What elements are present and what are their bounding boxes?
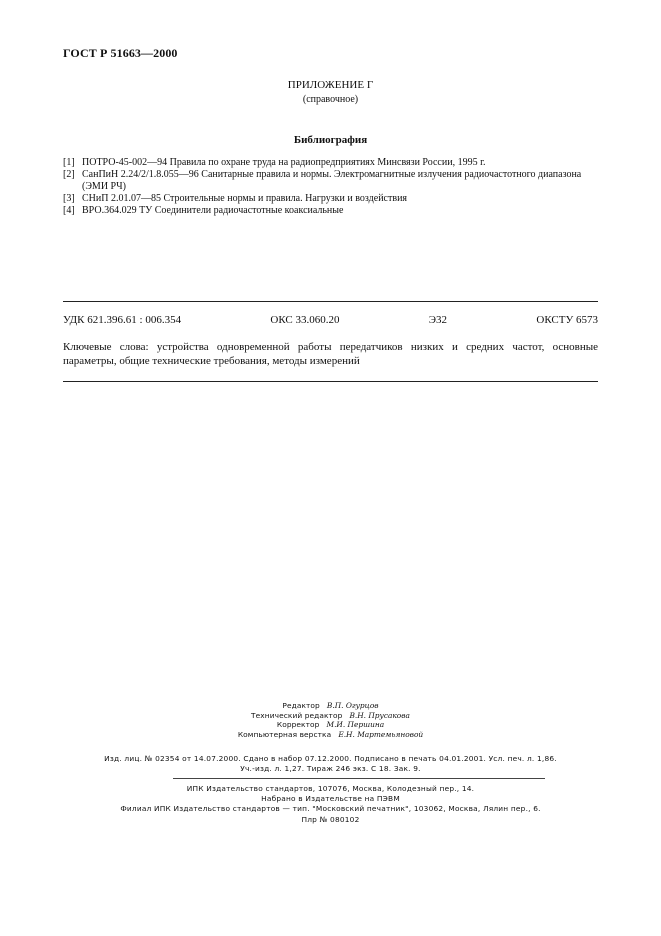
credit-line-corrector: [0, 720, 661, 730]
credit-person: М.И. Першина: [326, 720, 385, 729]
bibliography-title: Библиография: [293, 134, 368, 146]
classification-row: [63, 314, 598, 326]
publication-line: Изд. лиц. № 02354 от 14.07.2000. Сдано в набор 07.12.2000. Подписано в печать 04.01.2001. Усл. печ. л. 1,86.: [104, 754, 557, 763]
credit-role: Корректор: [276, 720, 320, 729]
top-divider: [63, 301, 598, 302]
group-code: Э32: [428, 314, 448, 326]
publication-line: Уч.-изд. л. 1,27. Тираж 246 экз. С 18. Зак. 9.: [240, 764, 421, 773]
bibliography-item-text: ПОТРО-45-002—94 Правила по охране труда на радиопредприятиях Минсвязи России, 1995 г.: [82, 157, 486, 168]
bibliography-item-number: [4]: [63, 205, 75, 216]
bibliography-list: [63, 157, 603, 217]
bibliography-item-number: [1]: [63, 157, 75, 168]
annex-title: ПРИЛОЖЕНИЕ Г: [287, 79, 374, 91]
bibliography-item-text: СНиП 2.01.07—85 Строительные нормы и правила. Нагрузки и воздействия: [82, 193, 408, 204]
bibliography-item: [63, 193, 603, 205]
address-line: Плр № 080102: [301, 814, 360, 824]
oks-code: ОКС 33.060.20: [270, 314, 340, 326]
credit-line-tech-editor: [0, 711, 661, 721]
standard-header: ГОСТ Р 51663—2000: [63, 46, 178, 60]
bottom-divider: [63, 381, 598, 382]
imprint-divider: [173, 778, 545, 779]
bibliography-item-number: [2]: [63, 169, 75, 180]
publication-info: [0, 754, 661, 774]
credit-line-editor: [0, 701, 661, 711]
address-line: Набрано в Издательстве на ПЭВМ: [261, 794, 400, 804]
address-line: ИПК Издательство стандартов, 107076, Москва, Колодезный пер., 14.: [186, 784, 475, 793]
udk-code: УДК 621.396.61 : 006.354: [63, 314, 182, 326]
bibliography-item-number: [3]: [63, 193, 75, 204]
credits: [0, 701, 661, 739]
bibliography-item-text: СанПиН 2.24/2/1.8.055—96 Санитарные правила и нормы. Электромагнитные излучения радиочастотного диапазона (ЭМИ РЧ): [82, 169, 582, 192]
credit-person: В.Н. Прусакова: [349, 710, 410, 720]
credit-role: Редактор: [282, 701, 320, 710]
okstu-code: ОКСТУ 6573: [536, 314, 598, 326]
credit-line-layout: [0, 730, 661, 740]
address-line: Филиал ИПК Издательство стандартов — тип. "Московский печатник", 103062, Москва, Лялин пер., 6.: [120, 804, 541, 814]
bibliography-item: [63, 157, 603, 169]
credit-role: Компьютерная верстка: [237, 729, 332, 739]
bibliography-item: [63, 205, 603, 217]
credit-person: В.П. Огурцов: [326, 701, 379, 710]
keywords: Ключевые слова: устройства одновременной работы передатчиков низких и средних частот, основные параметры, общие технические требования, методы измерений: [63, 341, 598, 367]
bibliography-item: [63, 169, 603, 193]
imprint-addresses: [0, 784, 661, 825]
credit-person: Е.Н. Мартемьяновой: [338, 729, 424, 739]
credit-role: Технический редактор: [251, 710, 343, 720]
annex-subtitle: (справочное): [302, 94, 359, 105]
bibliography-item-text: ВРО.364.029 ТУ Соединители радиочастотные коаксиальные: [82, 205, 344, 216]
